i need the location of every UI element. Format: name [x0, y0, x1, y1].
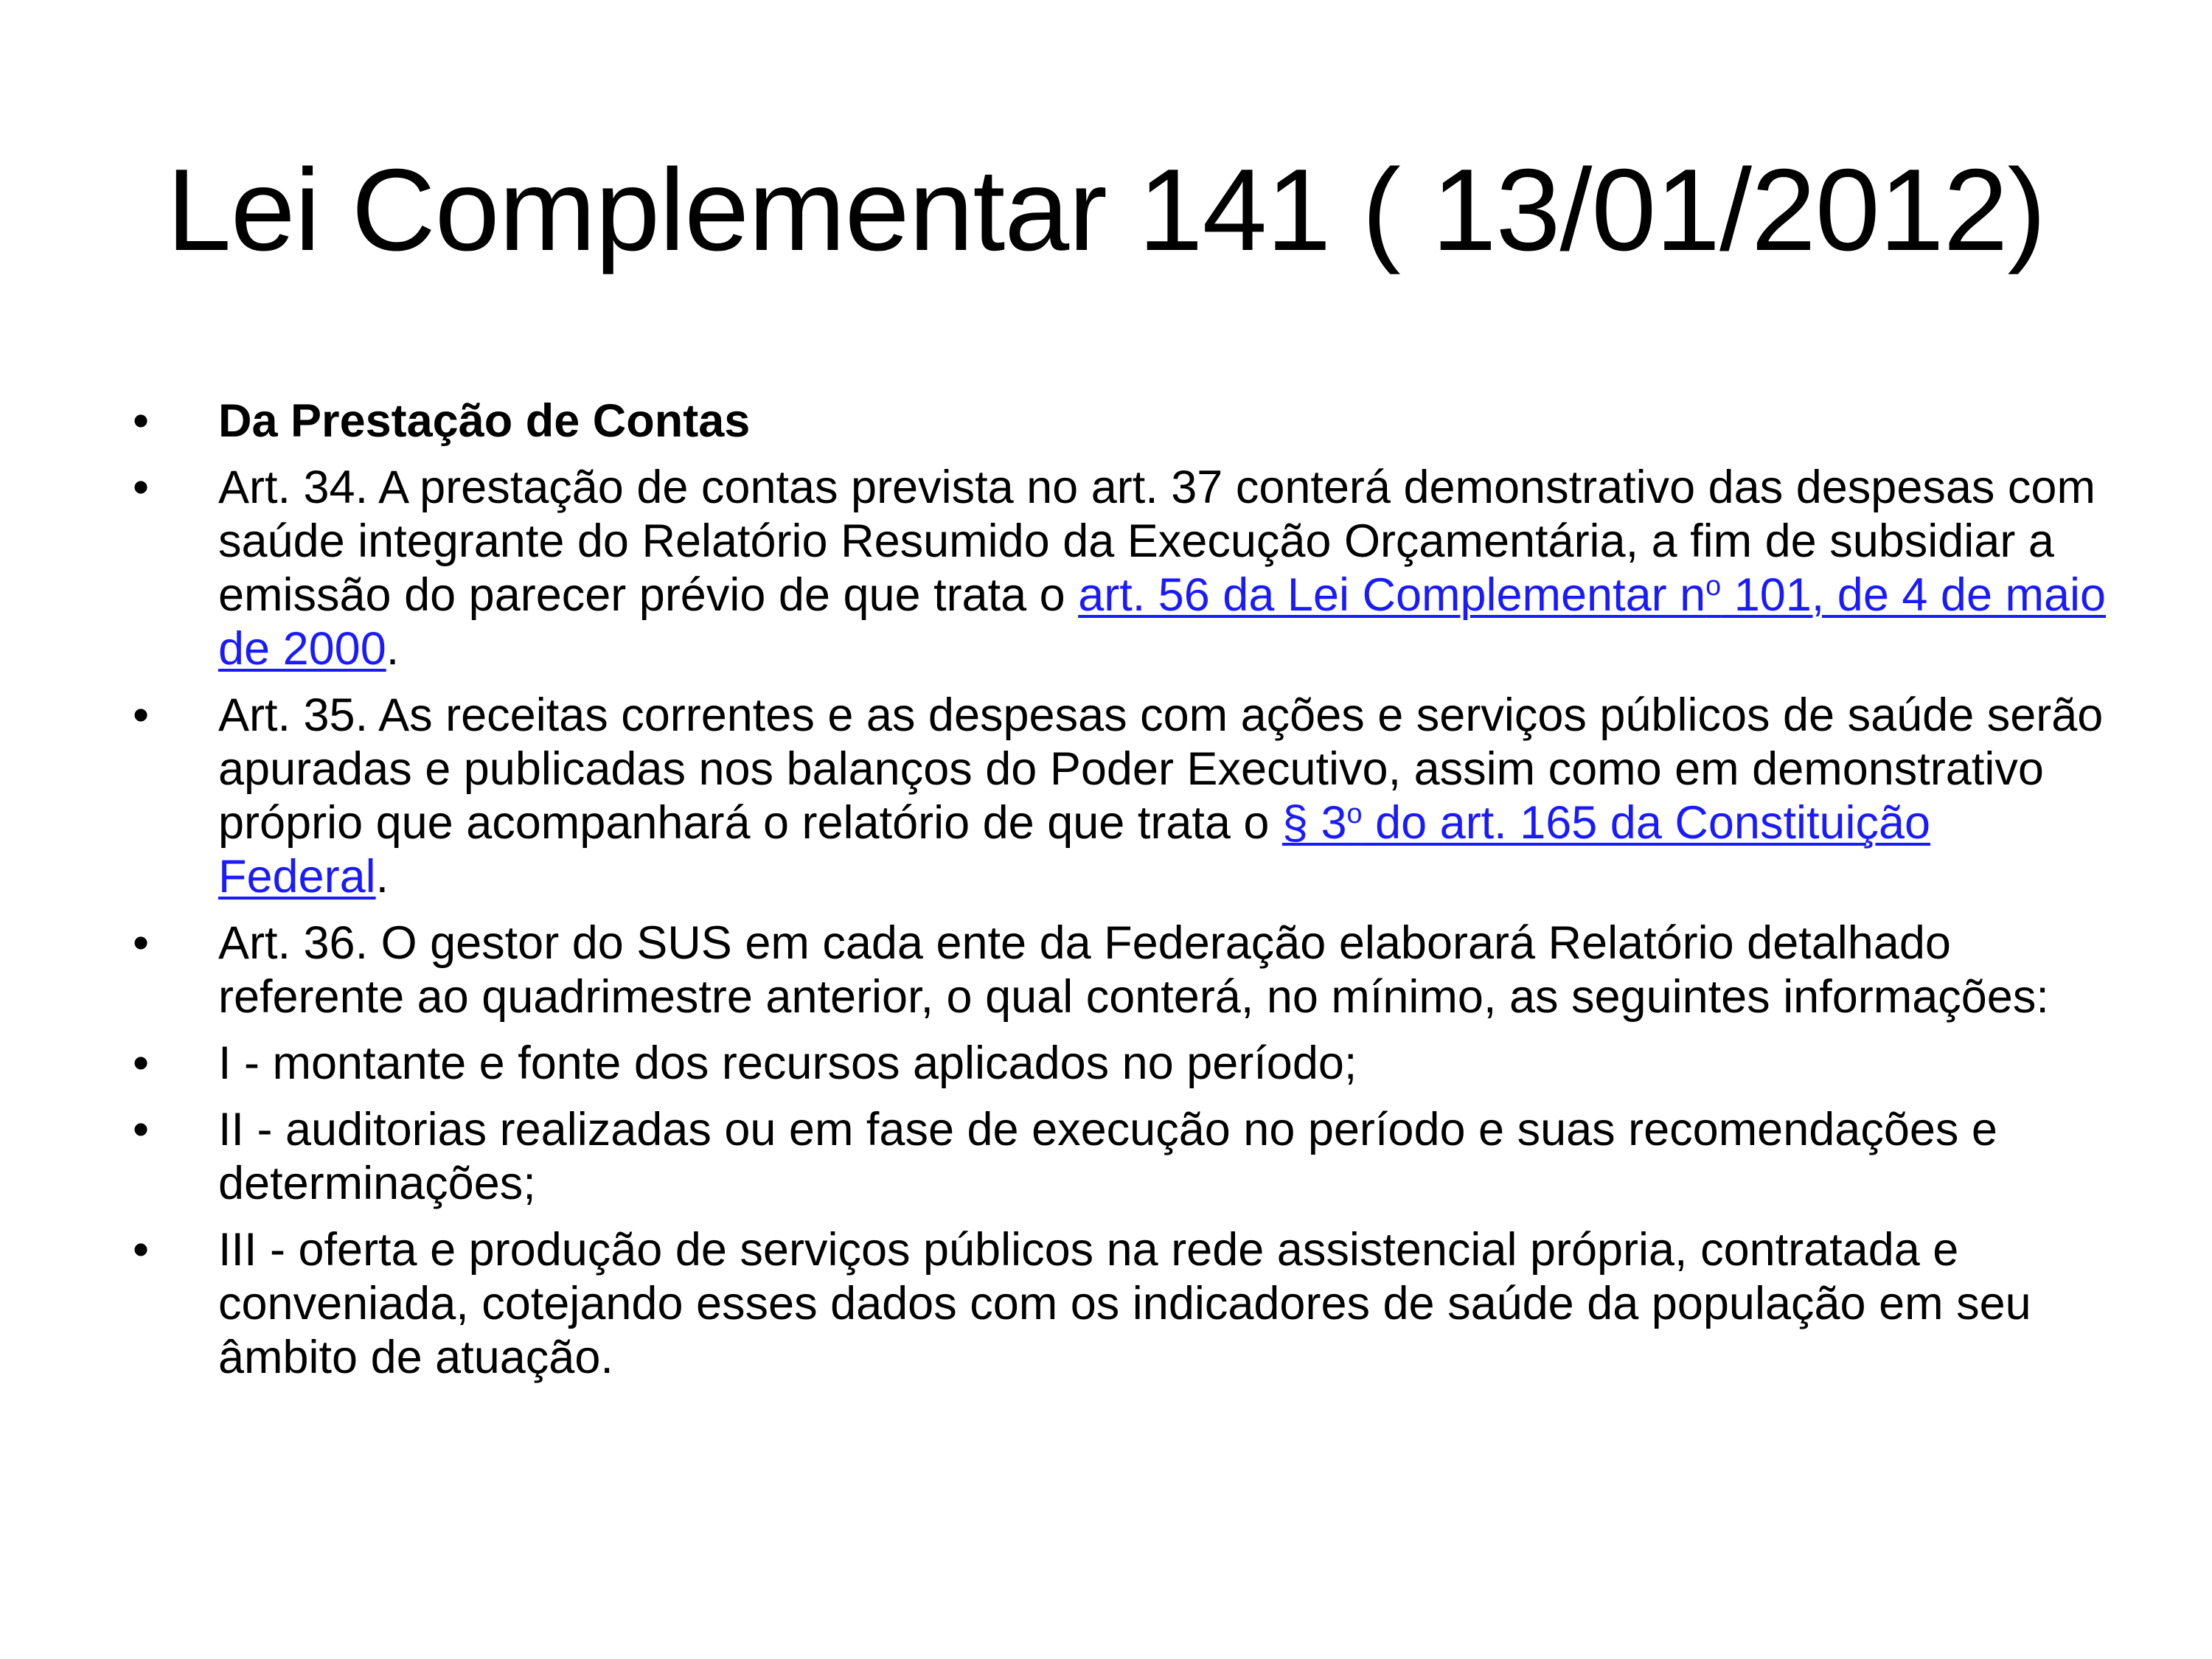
bullet-list: [133, 394, 2109, 1397]
link-text: art. 56 da Lei Complementar n: [1078, 569, 1706, 621]
list-item-inciso-i: [133, 1037, 2109, 1091]
slide-title: Lei Complementar 141 ( 13/01/2012): [166, 145, 2046, 275]
art34-text: Art. 34. A prestação de contas prevista no art. 37 conterá demonstrativo das despesas com saúde integrante do Relatório Resumido da Execução Orçamentária, a fim de subsidiar a emissão do parecer prévio de que trata o: [218, 462, 2096, 621]
list-item-art34: [133, 461, 2109, 676]
link-text: § 3: [1281, 797, 1347, 849]
bullet-icon: •: [133, 395, 150, 447]
art36-text: Art. 36. O gestor do SUS em cada ente da Federação elaborará Relatório detalhado referente ao quadrimestre anterior, o qual conterá, no mínimo, as seguintes informações:: [218, 917, 2049, 1023]
link-superscript: o: [1346, 799, 1363, 830]
bullet-icon: •: [133, 462, 150, 513]
list-item-inciso-ii: [133, 1103, 2109, 1211]
inciso-i-text: I - montante e fonte dos recursos aplicados no período;: [218, 1037, 1357, 1089]
list-item-inciso-iii: [133, 1223, 2109, 1385]
art35-end: .: [375, 851, 389, 902]
inciso-iii-text: III - oferta e produção de serviços públicos na rede assistencial própria, contratada e conveniada, cotejando esses dados com os indicadores de saúde da população em seu âmbito de atuação.: [218, 1224, 2031, 1383]
art35-text: Art. 35. As receitas correntes e as despesas com ações e serviços públicos de saúde serão apuradas e publicadas nos balanços do Poder Executivo, assim como em demonstrativo próprio que acompanhará o relatório de que trata o: [218, 689, 2104, 849]
bullet-icon: •: [133, 689, 150, 741]
list-item-heading: [133, 394, 2109, 448]
section-heading: Da Prestação de Contas: [218, 395, 751, 447]
list-item-art35: [133, 689, 2109, 904]
inciso-ii-text: II - auditorias realizadas ou em fase de execução no período e suas recomendações e determinações;: [218, 1104, 1997, 1209]
art34-end: .: [386, 623, 400, 675]
bullet-icon: •: [133, 917, 150, 969]
link-superscript: o: [1705, 571, 1722, 602]
list-item-art36: [133, 917, 2109, 1024]
link-text: 101, de 4 de maio de 2000: [218, 569, 2107, 675]
bullet-icon: •: [133, 1224, 150, 1276]
bullet-icon: •: [133, 1037, 150, 1089]
link-text: do art. 165 da Constituição Federal: [218, 797, 1931, 902]
bullet-icon: •: [133, 1104, 150, 1155]
